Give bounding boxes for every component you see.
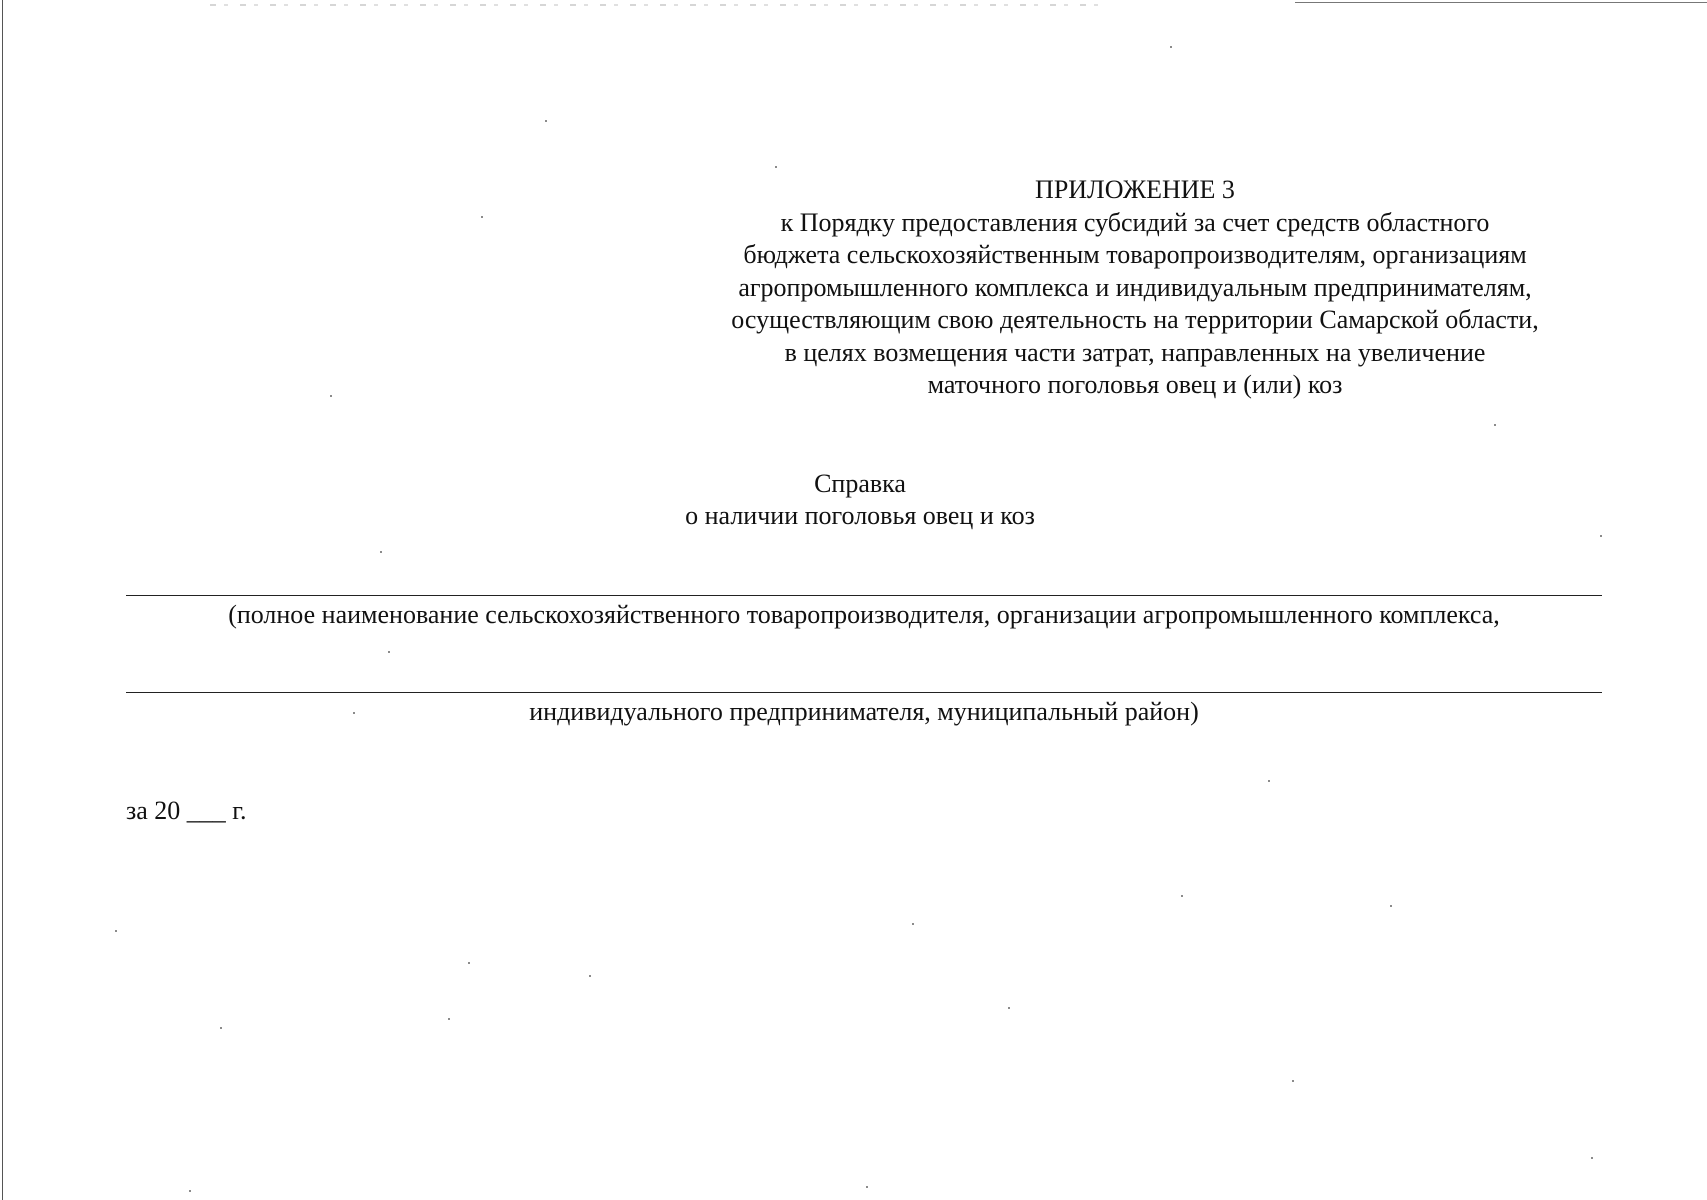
scan-speck: [1008, 1007, 1010, 1009]
document-subtitle: о наличии поголовья овец и коз: [685, 501, 1035, 530]
appendix-line: бюджета сельскохозяйственным товаропроизводителям, организациям: [743, 240, 1527, 269]
scan-speck: [1390, 905, 1392, 907]
scan-speck: [481, 216, 483, 218]
scan-speck: [330, 395, 332, 397]
scan-speck: [1591, 1157, 1593, 1159]
organization-name-line-continued: [126, 692, 1602, 693]
scan-speck: [866, 1186, 868, 1188]
appendix-line: агропромышленного комплекса и индивидуальным предпринимателям,: [738, 272, 1532, 302]
organization-name-caption-continued: индивидуального предпринимателя, муниципальный район): [529, 697, 1199, 726]
scan-top-noise: [210, 4, 1110, 6]
appendix-line: в целях возмещения части затрат, направленных на увеличение: [784, 337, 1486, 367]
scan-speck: [1268, 780, 1270, 782]
appendix-header: [690, 174, 1580, 402]
scan-speck: [1170, 46, 1172, 48]
document-title-block: [560, 468, 1160, 532]
scan-speck: [1181, 895, 1183, 897]
appendix-line: к Порядку предоставления субсидий за счет средств областного: [780, 207, 1490, 237]
scan-top-rule: [1295, 2, 1707, 3]
appendix-line: маточного поголовья овец и (или) коз: [927, 370, 1343, 399]
scan-speck: [1494, 424, 1496, 426]
scan-speck: [388, 651, 390, 653]
scan-speck: [448, 1018, 450, 1020]
scan-edge-line: [2, 0, 3, 1200]
organization-name-caption: (полное наименование сельскохозяйственного товаропроизводителя, организации агропромышленного комплекса,: [228, 600, 1500, 629]
appendix-line: осуществляющим свою деятельность на территории Самарской области,: [731, 305, 1539, 334]
scan-speck: [380, 551, 382, 553]
scan-speck: [189, 1190, 191, 1192]
reporting-period: за 20 ___ г.: [126, 796, 247, 825]
scan-speck: [1292, 1080, 1294, 1082]
scan-speck: [775, 166, 777, 168]
appendix-title: ПРИЛОЖЕНИЕ 3: [1035, 175, 1235, 204]
scan-speck: [589, 975, 591, 977]
scan-speck: [468, 962, 470, 964]
scan-speck: [912, 923, 914, 925]
scan-speck: [115, 930, 117, 932]
scan-speck: [1600, 535, 1602, 537]
scan-speck: [545, 120, 547, 122]
scan-speck: [220, 1027, 222, 1029]
document-title: Справка: [814, 469, 906, 498]
organization-name-line: [126, 595, 1602, 596]
